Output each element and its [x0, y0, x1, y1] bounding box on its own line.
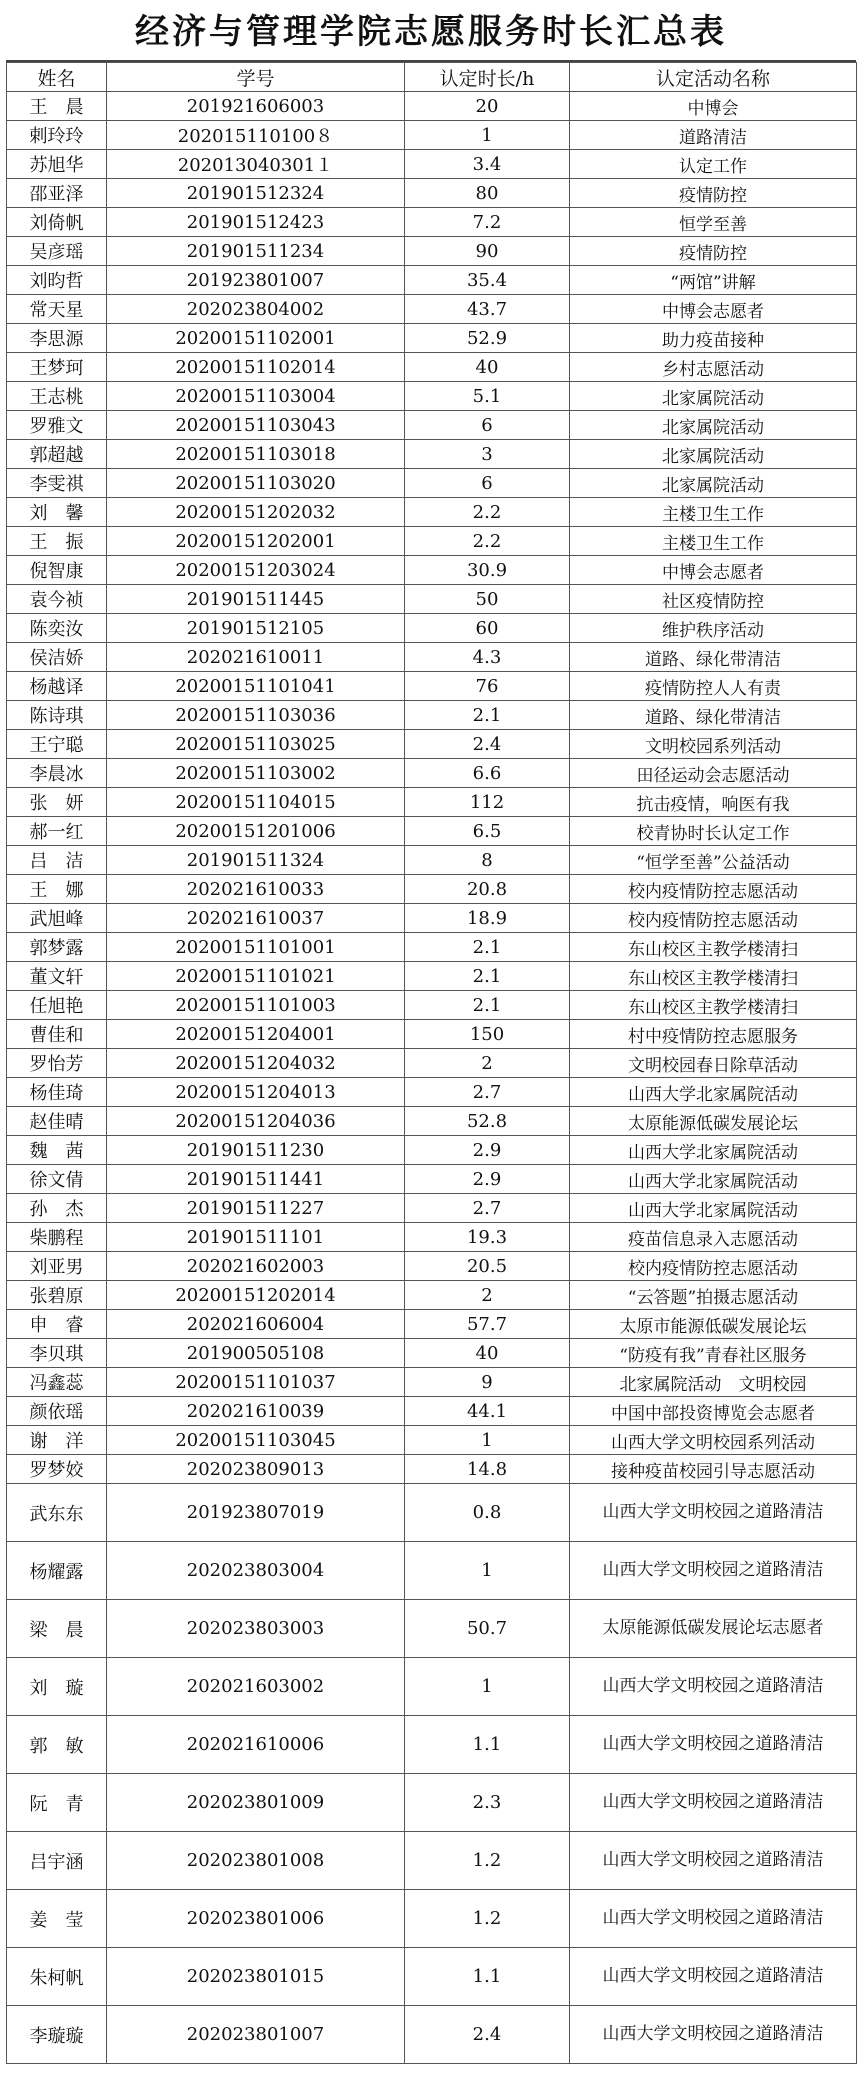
activity-cell: 道路、绿化带清洁: [570, 643, 857, 672]
name-cell: 刘倚帆: [7, 208, 107, 237]
activity-cell: 中博会志愿者: [570, 295, 857, 324]
table-row: [7, 1832, 857, 1890]
table-row: [7, 469, 857, 498]
name-cell: 侯洁娇: [7, 643, 107, 672]
student-id-cell: 20200151103043: [107, 411, 405, 440]
name-cell: 曹佳和: [7, 1020, 107, 1049]
student-id-cell: 202023801009: [107, 1774, 405, 1832]
table-row: [7, 382, 857, 411]
table-row: [7, 1658, 857, 1716]
student-id-cell: 201901511101: [107, 1223, 405, 1252]
student-id-cell: 20200151101001: [107, 933, 405, 962]
student-id-cell: 202023801008: [107, 1832, 405, 1890]
student-id-cell: 201901511230: [107, 1136, 405, 1165]
name-cell: 李晨冰: [7, 759, 107, 788]
table-row: [7, 1716, 857, 1774]
hours-cell: 150: [405, 1020, 570, 1049]
student-id-cell: 202023809013: [107, 1455, 405, 1484]
table-row: [7, 440, 857, 469]
table-row: [7, 353, 857, 382]
hours-cell: 19.3: [405, 1223, 570, 1252]
student-id-cell: 201901511227: [107, 1194, 405, 1223]
hours-cell: 2.1: [405, 933, 570, 962]
activity-cell: 助力疫苗接种: [570, 324, 857, 353]
hours-cell: 2.4: [405, 730, 570, 759]
activity-cell: 抗击疫情，响医有我: [570, 788, 857, 817]
header-activity: 认定活动名称: [570, 63, 857, 92]
hours-cell: 60: [405, 614, 570, 643]
student-id-cell: 202013040301１: [107, 150, 405, 179]
name-cell: 刘 馨: [7, 498, 107, 527]
name-cell: 李贝琪: [7, 1339, 107, 1368]
activity-cell: 山西大学北家属院活动: [570, 1078, 857, 1107]
hours-cell: 30.9: [405, 556, 570, 585]
name-cell: 剌玲玲: [7, 121, 107, 150]
activity-cell: 山西大学文明校园之道路清洁: [570, 1832, 857, 1890]
activity-cell: 校内疫情防控志愿活动: [570, 904, 857, 933]
activity-cell: 山西大学文明校园之道路清洁: [570, 1890, 857, 1948]
name-cell: 王 娜: [7, 875, 107, 904]
header-name: 姓名: [7, 63, 107, 92]
activity-cell: 北家属院活动: [570, 469, 857, 498]
hours-cell: 52.8: [405, 1107, 570, 1136]
name-cell: 刘昀哲: [7, 266, 107, 295]
table-row: [7, 411, 857, 440]
name-cell: 孙 杰: [7, 1194, 107, 1223]
student-id-cell: 201923807019: [107, 1484, 405, 1542]
student-id-cell: 20200151203024: [107, 556, 405, 585]
name-cell: 郭梦露: [7, 933, 107, 962]
student-id-cell: 201900505108: [107, 1339, 405, 1368]
activity-cell: “两馆”讲解: [570, 266, 857, 295]
name-cell: 吕 洁: [7, 846, 107, 875]
hours-cell: 14.8: [405, 1455, 570, 1484]
student-id-cell: 201901512324: [107, 179, 405, 208]
table-row: [7, 498, 857, 527]
student-id-cell: 202021610033: [107, 875, 405, 904]
page-title: 经济与管理学院志愿服务时长汇总表: [6, 4, 856, 62]
name-cell: 吕宇涵: [7, 1832, 107, 1890]
hours-cell: 2.2: [405, 527, 570, 556]
table-row: [7, 701, 857, 730]
table-row: [7, 324, 857, 353]
table-row: [7, 788, 857, 817]
hours-cell: 52.9: [405, 324, 570, 353]
table-row: [7, 1600, 857, 1658]
hours-cell: 2.3: [405, 1774, 570, 1832]
table-row: [7, 672, 857, 701]
student-id-cell: 20200151101037: [107, 1368, 405, 1397]
activity-cell: 中博会志愿者: [570, 556, 857, 585]
name-cell: 申 睿: [7, 1310, 107, 1339]
name-cell: 邵亚泽: [7, 179, 107, 208]
name-cell: 苏旭华: [7, 150, 107, 179]
activity-cell: 太原市能源低碳发展论坛: [570, 1310, 857, 1339]
activity-cell: 北家属院活动: [570, 382, 857, 411]
student-id-cell: 20200151103045: [107, 1426, 405, 1455]
hours-cell: 50: [405, 585, 570, 614]
table-row: [7, 1281, 857, 1310]
activity-cell: 田径运动会志愿活动: [570, 759, 857, 788]
name-cell: 杨佳琦: [7, 1078, 107, 1107]
hours-cell: 1.2: [405, 1832, 570, 1890]
activity-cell: 主楼卫生工作: [570, 527, 857, 556]
hours-cell: 20.8: [405, 875, 570, 904]
student-id-cell: 20200151104015: [107, 788, 405, 817]
name-cell: 颜依瑶: [7, 1397, 107, 1426]
name-cell: 刘亚男: [7, 1252, 107, 1281]
hours-cell: 6: [405, 469, 570, 498]
activity-cell: 山西大学北家属院活动: [570, 1165, 857, 1194]
activity-cell: 校内疫情防控志愿活动: [570, 1252, 857, 1281]
name-cell: 魏 茜: [7, 1136, 107, 1165]
student-id-cell: 201923801007: [107, 266, 405, 295]
table-row: [7, 904, 857, 933]
hours-cell: 3: [405, 440, 570, 469]
student-id-cell: 20200151102001: [107, 324, 405, 353]
activity-cell: 山西大学文明校园系列活动: [570, 1426, 857, 1455]
table-row: [7, 1890, 857, 1948]
activity-cell: 校内疫情防控志愿活动: [570, 875, 857, 904]
table-row: [7, 1339, 857, 1368]
name-cell: 李璇璇: [7, 2006, 107, 2064]
name-cell: 徐文倩: [7, 1165, 107, 1194]
student-id-cell: 202021610006: [107, 1716, 405, 1774]
student-id-cell: 20200151202014: [107, 1281, 405, 1310]
student-id-cell: 20200151202032: [107, 498, 405, 527]
hours-cell: 1.1: [405, 1948, 570, 2006]
hours-cell: 2.1: [405, 701, 570, 730]
name-cell: 常天星: [7, 295, 107, 324]
table-row: [7, 1948, 857, 2006]
student-id-cell: 201921606003: [107, 92, 405, 121]
hours-cell: 1.2: [405, 1890, 570, 1948]
name-cell: 王 晨: [7, 92, 107, 121]
name-cell: 倪智康: [7, 556, 107, 585]
activity-cell: 山西大学北家属院活动: [570, 1194, 857, 1223]
hours-cell: 1.1: [405, 1716, 570, 1774]
hours-cell: 6: [405, 411, 570, 440]
hours-cell: 2.7: [405, 1078, 570, 1107]
name-cell: 李思源: [7, 324, 107, 353]
student-id-cell: 20200151101021: [107, 962, 405, 991]
hours-cell: 2.1: [405, 962, 570, 991]
activity-cell: 校青协时长认定工作: [570, 817, 857, 846]
table-row: [7, 1542, 857, 1600]
hours-cell: 6.6: [405, 759, 570, 788]
table-row: [7, 1484, 857, 1542]
name-cell: 梁 晨: [7, 1600, 107, 1658]
hours-cell: 4.3: [405, 643, 570, 672]
table-row: [7, 1774, 857, 1832]
hours-cell: 43.7: [405, 295, 570, 324]
student-id-cell: 20200151204013: [107, 1078, 405, 1107]
activity-cell: 山西大学文明校园之道路清洁: [570, 1484, 857, 1542]
table-row: [7, 1107, 857, 1136]
name-cell: 王志桃: [7, 382, 107, 411]
student-id-cell: 20200151204036: [107, 1107, 405, 1136]
activity-cell: 北家属院活动: [570, 411, 857, 440]
name-cell: 任旭艳: [7, 991, 107, 1020]
name-cell: 李雯祺: [7, 469, 107, 498]
activity-cell: 山西大学北家属院活动: [570, 1136, 857, 1165]
table-row: [7, 643, 857, 672]
activity-cell: 太原能源低碳发展论坛: [570, 1107, 857, 1136]
hours-cell: 50.7: [405, 1600, 570, 1658]
student-id-cell: 20200151103025: [107, 730, 405, 759]
table-row: [7, 1252, 857, 1281]
table-row: [7, 759, 857, 788]
hours-cell: 9: [405, 1368, 570, 1397]
table-row: [7, 1049, 857, 1078]
hours-cell: 1: [405, 121, 570, 150]
name-cell: 杨越译: [7, 672, 107, 701]
table-row: [7, 1223, 857, 1252]
hours-cell: 2.9: [405, 1165, 570, 1194]
name-cell: 张碧原: [7, 1281, 107, 1310]
student-id-cell: 202021610039: [107, 1397, 405, 1426]
student-id-cell: 202021610011: [107, 643, 405, 672]
hours-cell: 2.4: [405, 2006, 570, 2064]
student-id-cell: 202021602003: [107, 1252, 405, 1281]
hours-cell: 35.4: [405, 266, 570, 295]
name-cell: 郝一红: [7, 817, 107, 846]
name-cell: 阮 青: [7, 1774, 107, 1832]
hours-cell: 2: [405, 1049, 570, 1078]
table-row: [7, 150, 857, 179]
table-row: [7, 730, 857, 759]
hours-cell: 80: [405, 179, 570, 208]
table-row: [7, 585, 857, 614]
name-cell: 王宁聪: [7, 730, 107, 759]
name-cell: 杨耀露: [7, 1542, 107, 1600]
table-row: [7, 817, 857, 846]
header-row: [7, 63, 857, 92]
name-cell: 张 妍: [7, 788, 107, 817]
activity-cell: 山西大学文明校园之道路清洁: [570, 1716, 857, 1774]
hours-cell: 2: [405, 1281, 570, 1310]
name-cell: 冯鑫蕊: [7, 1368, 107, 1397]
name-cell: 董文轩: [7, 962, 107, 991]
table-row: [7, 179, 857, 208]
table-row: [7, 266, 857, 295]
student-id-cell: 202023801006: [107, 1890, 405, 1948]
table-row: [7, 991, 857, 1020]
activity-cell: 文明校园系列活动: [570, 730, 857, 759]
hours-cell: 112: [405, 788, 570, 817]
student-id-cell: 20200151204001: [107, 1020, 405, 1049]
hours-cell: 40: [405, 1339, 570, 1368]
name-cell: 袁今祯: [7, 585, 107, 614]
name-cell: 朱柯帆: [7, 1948, 107, 2006]
student-id-cell: 202023801007: [107, 2006, 405, 2064]
table-row: [7, 933, 857, 962]
activity-cell: 乡村志愿活动: [570, 353, 857, 382]
student-id-cell: 202015110100８: [107, 121, 405, 150]
table-row: [7, 962, 857, 991]
activity-cell: 文明校园春日除草活动: [570, 1049, 857, 1078]
name-cell: 谢 洋: [7, 1426, 107, 1455]
hours-cell: 2.9: [405, 1136, 570, 1165]
table-row: [7, 121, 857, 150]
table-row: [7, 2006, 857, 2064]
activity-cell: 山西大学文明校园之道路清洁: [570, 1658, 857, 1716]
hours-cell: 7.2: [405, 208, 570, 237]
activity-cell: 接种疫苗校园引导志愿活动: [570, 1455, 857, 1484]
hours-cell: 8: [405, 846, 570, 875]
activity-cell: 疫情防控: [570, 179, 857, 208]
table-row: [7, 527, 857, 556]
student-id-cell: 201901511441: [107, 1165, 405, 1194]
student-id-cell: 20200151101003: [107, 991, 405, 1020]
name-cell: 吴彦瑶: [7, 237, 107, 266]
activity-cell: 道路清洁: [570, 121, 857, 150]
table-row: [7, 1426, 857, 1455]
table-row: [7, 1455, 857, 1484]
activity-cell: “云答题”拍摄志愿活动: [570, 1281, 857, 1310]
activity-cell: 疫情防控人人有责: [570, 672, 857, 701]
activity-cell: 山西大学文明校园之道路清洁: [570, 1542, 857, 1600]
hours-cell: 2.7: [405, 1194, 570, 1223]
hours-cell: 1: [405, 1658, 570, 1716]
student-id-cell: 20200151101041: [107, 672, 405, 701]
hours-cell: 20: [405, 92, 570, 121]
student-id-cell: 202023801015: [107, 1948, 405, 2006]
activity-cell: 恒学至善: [570, 208, 857, 237]
activity-cell: 认定工作: [570, 150, 857, 179]
hours-cell: 2.1: [405, 991, 570, 1020]
table-row: [7, 237, 857, 266]
name-cell: 陈奕汝: [7, 614, 107, 643]
name-cell: 王梦珂: [7, 353, 107, 382]
activity-cell: “防疫有我”青春社区服务: [570, 1339, 857, 1368]
student-id-cell: 202021606004: [107, 1310, 405, 1339]
hours-cell: 18.9: [405, 904, 570, 933]
activity-cell: 东山校区主教学楼清扫: [570, 933, 857, 962]
table-row: [7, 1194, 857, 1223]
table-row: [7, 875, 857, 904]
summary-sheet: [6, 4, 856, 2064]
name-cell: 刘 璇: [7, 1658, 107, 1716]
student-id-cell: 202023803003: [107, 1600, 405, 1658]
activity-cell: 北家属院活动: [570, 440, 857, 469]
name-cell: 武旭峰: [7, 904, 107, 933]
activity-cell: 太原能源低碳发展论坛志愿者: [570, 1600, 857, 1658]
name-cell: 赵佳晴: [7, 1107, 107, 1136]
hours-cell: 2.2: [405, 498, 570, 527]
hours-cell: 90: [405, 237, 570, 266]
table-row: [7, 208, 857, 237]
activity-cell: 山西大学文明校园之道路清洁: [570, 1774, 857, 1832]
table-row: [7, 1078, 857, 1107]
hours-cell: 76: [405, 672, 570, 701]
student-id-cell: 20200151103018: [107, 440, 405, 469]
name-cell: 罗梦姣: [7, 1455, 107, 1484]
table-row: [7, 1165, 857, 1194]
student-id-cell: 20200151102014: [107, 353, 405, 382]
student-id-cell: 202023804002: [107, 295, 405, 324]
hours-cell: 1: [405, 1542, 570, 1600]
table-row: [7, 556, 857, 585]
activity-cell: 山西大学文明校园之道路清洁: [570, 2006, 857, 2064]
name-cell: 罗怡芳: [7, 1049, 107, 1078]
name-cell: 柴鹏程: [7, 1223, 107, 1252]
student-id-cell: 20200151103002: [107, 759, 405, 788]
name-cell: 姜 莹: [7, 1890, 107, 1948]
table-row: [7, 1136, 857, 1165]
student-id-cell: 20200151103036: [107, 701, 405, 730]
hours-cell: 0.8: [405, 1484, 570, 1542]
activity-cell: 中博会: [570, 92, 857, 121]
hours-cell: 20.5: [405, 1252, 570, 1281]
table-row: [7, 1020, 857, 1049]
student-id-cell: 201901512105: [107, 614, 405, 643]
activity-cell: 东山校区主教学楼清扫: [570, 962, 857, 991]
student-id-cell: 20200151103004: [107, 382, 405, 411]
hours-cell: 57.7: [405, 1310, 570, 1339]
name-cell: 王 振: [7, 527, 107, 556]
table-row: [7, 1310, 857, 1339]
table-row: [7, 1368, 857, 1397]
student-id-cell: 202021610037: [107, 904, 405, 933]
activity-cell: 道路、绿化带清洁: [570, 701, 857, 730]
name-cell: 郭 敏: [7, 1716, 107, 1774]
student-id-cell: 20200151204032: [107, 1049, 405, 1078]
activity-cell: 山西大学文明校园之道路清洁: [570, 1948, 857, 2006]
hours-cell: 6.5: [405, 817, 570, 846]
volunteer-hours-table: [6, 62, 857, 2064]
hours-cell: 5.1: [405, 382, 570, 411]
header-hours: 认定时长/h: [405, 63, 570, 92]
activity-cell: 村中疫情防控志愿服务: [570, 1020, 857, 1049]
name-cell: 罗雅文: [7, 411, 107, 440]
student-id-cell: 201901511324: [107, 846, 405, 875]
table-row: [7, 1397, 857, 1426]
activity-cell: 维护秩序活动: [570, 614, 857, 643]
student-id-cell: 202021603002: [107, 1658, 405, 1716]
header-student-id: 学号: [107, 63, 405, 92]
student-id-cell: 201901511445: [107, 585, 405, 614]
activity-cell: 东山校区主教学楼清扫: [570, 991, 857, 1020]
name-cell: 郭超越: [7, 440, 107, 469]
student-id-cell: 201901512423: [107, 208, 405, 237]
hours-cell: 3.4: [405, 150, 570, 179]
hours-cell: 1: [405, 1426, 570, 1455]
table-row: [7, 614, 857, 643]
student-id-cell: 201901511234: [107, 237, 405, 266]
table-row: [7, 846, 857, 875]
table-row: [7, 295, 857, 324]
activity-cell: 社区疫情防控: [570, 585, 857, 614]
name-cell: 陈诗琪: [7, 701, 107, 730]
activity-cell: “恒学至善”公益活动: [570, 846, 857, 875]
activity-cell: 北家属院活动 文明校园: [570, 1368, 857, 1397]
activity-cell: 疫苗信息录入志愿活动: [570, 1223, 857, 1252]
student-id-cell: 202023803004: [107, 1542, 405, 1600]
table-row: [7, 92, 857, 121]
activity-cell: 主楼卫生工作: [570, 498, 857, 527]
hours-cell: 44.1: [405, 1397, 570, 1426]
name-cell: 武东东: [7, 1484, 107, 1542]
activity-cell: 中国中部投资博览会志愿者: [570, 1397, 857, 1426]
student-id-cell: 20200151202001: [107, 527, 405, 556]
student-id-cell: 20200151103020: [107, 469, 405, 498]
hours-cell: 40: [405, 353, 570, 382]
activity-cell: 疫情防控: [570, 237, 857, 266]
student-id-cell: 20200151201006: [107, 817, 405, 846]
